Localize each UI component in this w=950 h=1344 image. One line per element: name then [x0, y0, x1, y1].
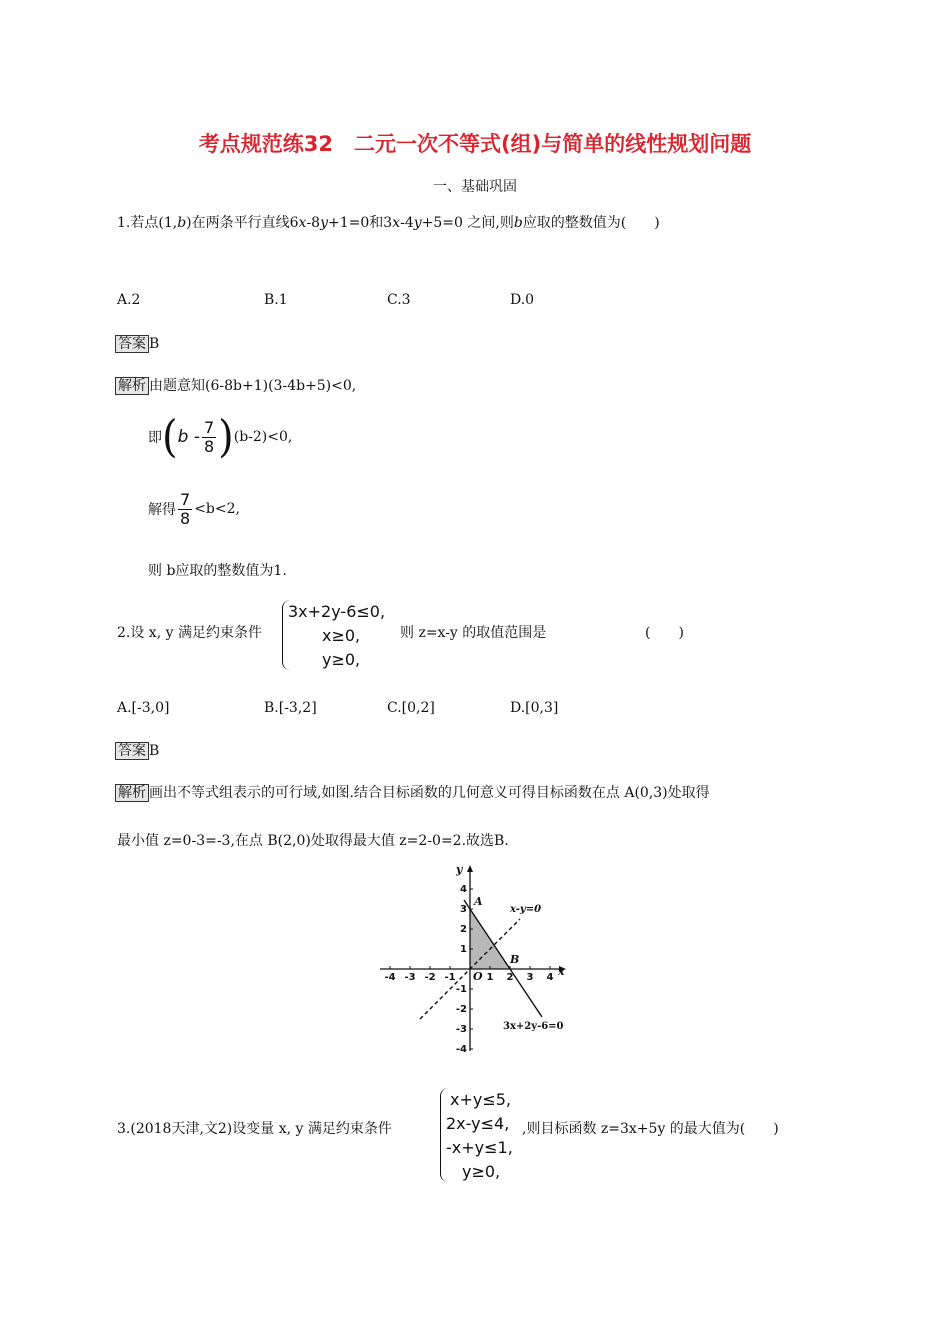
origin-label: O	[473, 970, 483, 983]
answer-tag: 答案	[115, 335, 149, 353]
q2-analysis-line-1: 解析 画出不等式组表示的可行域,如图.结合目标函数的几何意义可得目标函数在点 A(0,3)处取得	[115, 782, 710, 802]
y-tick-label: -4	[455, 1044, 467, 1055]
x-tick-label: 2	[506, 972, 514, 983]
analysis-tag: 解析	[115, 784, 149, 802]
q2-option-a: A.[-3,0]	[117, 700, 170, 716]
q1-analysis: 解析 由题意知(6-8b+1)(3-4b+5)<0,	[115, 375, 356, 395]
q1-option-c: C.3	[387, 292, 411, 308]
point-b-label: B	[510, 953, 520, 966]
q3-constraint-4: y≥0,	[462, 1162, 501, 1181]
answer-tag: 答案	[115, 742, 149, 760]
q1-step-3: 则 b应取的整数值为1.	[148, 563, 287, 579]
q1-step-1: 即 ( b - $\frac{7}{8}$ ) (b-2)<0,	[148, 411, 293, 463]
q3-stem: 3.(2018天津,文2)设变量 x, y 满足约束条件	[117, 1121, 392, 1137]
y-tick-label: -2	[455, 1004, 467, 1015]
feasible-region-graph	[370, 855, 580, 1055]
q2-stem: 2.设 x, y 满足约束条件	[117, 625, 262, 641]
x-axis-label: x	[558, 965, 565, 978]
q2-constraint-2: x≥0,	[322, 626, 361, 645]
x-tick-label: -1	[444, 972, 456, 983]
q2-option-b: B.[-3,2]	[264, 700, 317, 716]
y-axis-arrow	[467, 865, 473, 872]
y-tick-label: 3	[460, 904, 467, 915]
y-tick-label: 1	[460, 944, 467, 955]
y-tick-label: -3	[455, 1024, 467, 1035]
section-heading: 一、基础巩固	[433, 179, 517, 195]
page-title: 考点规范练32 二元一次不等式(组)与简单的线性规划问题	[198, 132, 752, 156]
q3-stem-2: ,则目标函数 z=3x+5y 的最大值为( )	[522, 1121, 779, 1137]
q3-constraint-2: 2x-y≤4,	[446, 1114, 510, 1133]
q2-analysis-line-2: 最小值 z=0-3=-3,在点 B(2,0)处取得最大值 z=2-0=2.故选B.	[117, 833, 509, 849]
x-tick-label: -3	[404, 972, 416, 983]
x-tick-label: 3	[526, 972, 534, 983]
q2-option-d: D.[0,3]	[510, 700, 559, 716]
q1-answer: 答案 B	[115, 333, 159, 353]
point-a-label: A	[474, 895, 483, 908]
line1-label: x-y=0	[510, 904, 542, 915]
q2-constraint-1: 3x+2y-6≤0,	[288, 602, 386, 621]
q2-answer: 答案 B	[115, 740, 159, 760]
y-tick-label: -1	[455, 984, 467, 995]
x-tick-label: 4	[546, 972, 554, 983]
q2-constraint-3: y≥0,	[322, 650, 361, 669]
q3-constraint-3: -x+y≤1,	[446, 1138, 513, 1157]
q1-option-d: D.0	[510, 292, 535, 308]
x-tick-label: 1	[486, 972, 494, 983]
analysis-tag: 解析	[115, 377, 149, 395]
x-tick-label: -4	[384, 972, 396, 983]
x-tick-label: -2	[424, 972, 436, 983]
line2-label: 3x+2y-6=0	[503, 1021, 564, 1032]
q1-step-2: 解得 $\frac{7}{8}$ <b<2,	[148, 489, 240, 528]
y-tick-label: 2	[460, 924, 467, 935]
q2-option-c: C.[0,2]	[387, 700, 435, 716]
y-axis-label: y	[456, 863, 463, 876]
q1-option-b: B.1	[264, 292, 288, 308]
q1-stem: 1.若点(1,b)在两条平行直线6x-8y+1=0和3x-4y+5=0 之间,则b应取的整数值为( )	[117, 215, 660, 231]
q2-answer-paren: ( )	[645, 625, 684, 641]
y-tick-label: 4	[460, 884, 467, 895]
q1-option-a: A.2	[117, 292, 141, 308]
q2-stem-2: 则 z=x-y 的取值范围是	[400, 625, 547, 641]
q3-constraint-1: x+y≤5,	[450, 1090, 512, 1109]
